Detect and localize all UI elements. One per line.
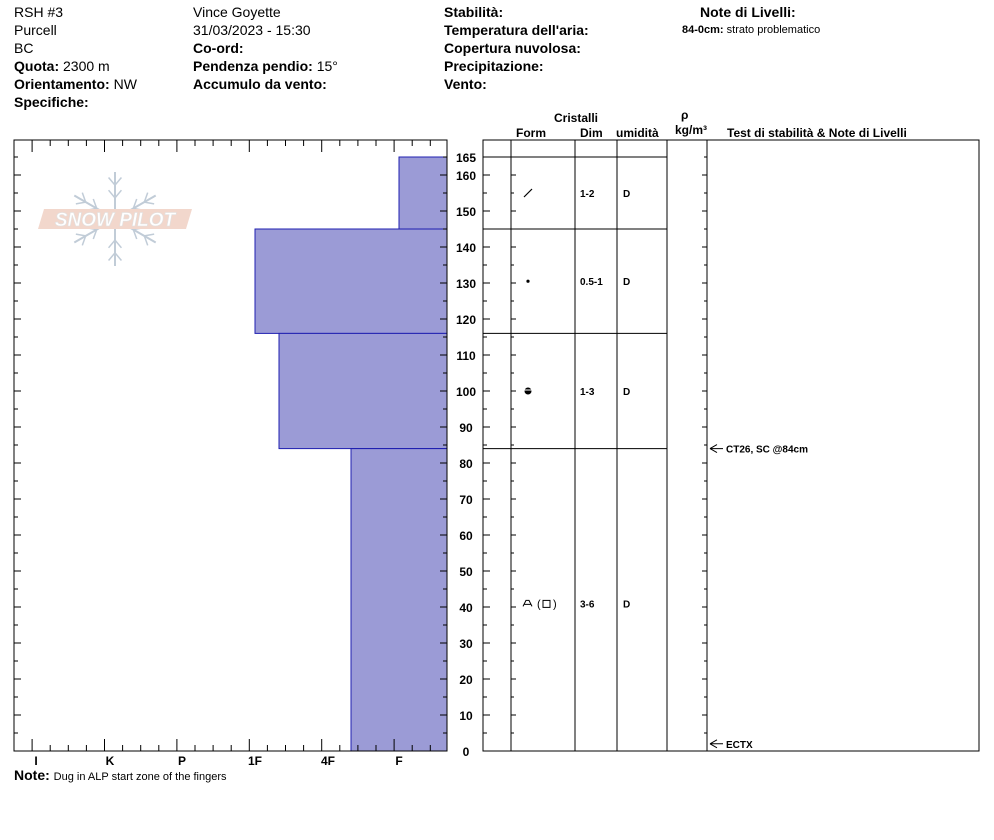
depth-tick-label: 150 <box>455 205 477 219</box>
crystals-header: Cristalli <box>554 111 599 125</box>
coord-label: Co-ord: <box>193 40 244 56</box>
test-arrow <box>710 740 723 748</box>
slope-value: 15° <box>316 58 338 74</box>
depth-tick-label: 140 <box>455 241 477 255</box>
aspect-value: NW <box>113 76 137 92</box>
hardness-bar <box>255 229 447 333</box>
date-time: 31/03/2023 - 15:30 <box>193 22 311 38</box>
depth-tick-label: 70 <box>459 493 473 507</box>
depth-tick-label: 60 <box>459 529 473 543</box>
depth-tick-label: 165 <box>455 151 477 165</box>
depth-tick-label: 30 <box>459 637 473 651</box>
hardness-bar <box>351 449 447 751</box>
hardness-tick-label: F <box>395 754 403 768</box>
depth-tick-label: 40 <box>459 601 473 615</box>
stability-test-label: CT26, SC @84cm <box>726 444 809 456</box>
moisture: D <box>623 189 631 200</box>
footer-note-label: Note: <box>14 767 50 783</box>
snowpilot-logo <box>38 172 192 266</box>
snowflake-branch <box>144 202 154 204</box>
site-name: RSH #3 <box>14 4 64 20</box>
hardness-tick-label: I <box>34 754 38 768</box>
depth-tick-label: 90 <box>459 421 473 435</box>
wind-label: Vento: <box>444 76 487 92</box>
depth-tick-label: 160 <box>455 169 477 183</box>
moisture: D <box>623 277 631 289</box>
specifics-label: Specifiche: <box>14 94 89 110</box>
elevation-label: Quota: <box>14 58 60 74</box>
layer-notes-title: Note di Livelli: <box>700 4 796 20</box>
precipitation-particles-icon <box>524 189 532 197</box>
slope-label: Pendenza pendio: <box>193 58 313 74</box>
depth-tick-label: 0 <box>462 745 470 759</box>
stability-test-label: ECTX <box>726 739 753 751</box>
form-paren-close: ) <box>553 598 557 611</box>
rounded-grains-icon <box>526 280 529 283</box>
hardness-tick-label: 1F <box>247 754 263 768</box>
depth-tick-label: 100 <box>455 385 477 399</box>
density-symbol: ρ <box>681 108 689 122</box>
grain-size: 0.5-1 <box>580 277 603 289</box>
mountain-range: Purcell <box>14 22 57 38</box>
depth-tick-label: 120 <box>455 313 477 327</box>
depth-tick-label: 110 <box>456 349 476 363</box>
form-paren-open: ( <box>537 598 541 611</box>
logo-text: SNOW PILOT <box>54 210 176 231</box>
fc-square <box>543 600 550 607</box>
elevation-value: 2300 m <box>63 58 110 74</box>
hardness-tick-label: 4F <box>320 754 336 768</box>
air-temp-label: Temperatura dell'aria: <box>444 22 589 38</box>
dim-header: Dim <box>580 126 603 140</box>
stability-label: Stabilità: <box>444 4 504 20</box>
hardness-bar <box>399 157 447 229</box>
hardness-tick-label: K <box>105 754 115 768</box>
melt-forms-icon <box>524 388 532 395</box>
aspect-label: Orientamento: <box>14 76 110 92</box>
mf-circle <box>525 388 532 395</box>
moisture: D <box>623 387 631 398</box>
grain-size: 1-2 <box>580 189 595 200</box>
snowflake-branch <box>144 234 154 236</box>
moisture: D <box>623 599 631 611</box>
depth-tick-label: 20 <box>459 673 473 687</box>
observer: Vince Goyette <box>193 4 281 20</box>
footer-note-text: Dug in ALP start zone of the fingers <box>53 771 227 783</box>
snowflake-branch <box>76 202 86 204</box>
region: BC <box>14 40 34 56</box>
wind-loading-label: Accumulo da vento: <box>193 76 327 92</box>
depth-tick-label: 80 <box>459 457 473 471</box>
tests-notes-header: Test di stabilità & Note di Livelli <box>727 126 907 140</box>
layer-note-text: strato problematico <box>726 24 821 36</box>
pp-stroke <box>524 189 532 197</box>
test-arrow <box>710 445 723 453</box>
grain-size: 1-3 <box>580 387 595 398</box>
precipitation-label: Precipitazione: <box>444 58 544 74</box>
hardness-bar <box>279 333 447 448</box>
snowflake-branch <box>76 234 86 236</box>
cloud-cover-label: Copertura nuvolosa: <box>444 40 581 56</box>
hardness-tick-label: P <box>177 754 187 768</box>
layer-note-depth: 84-0cm: <box>682 24 724 36</box>
dh-glyph <box>523 600 532 606</box>
form-header: Form <box>516 126 546 140</box>
depth-tick-label: 10 <box>459 709 473 723</box>
grain-size: 3-6 <box>580 599 595 611</box>
depth-tick-label: 130 <box>455 277 477 291</box>
depth-tick-label: 50 <box>459 565 473 579</box>
moisture-header: umidità <box>616 126 659 140</box>
density-unit: kg/m³ <box>675 123 708 137</box>
rg-dot <box>526 280 529 283</box>
